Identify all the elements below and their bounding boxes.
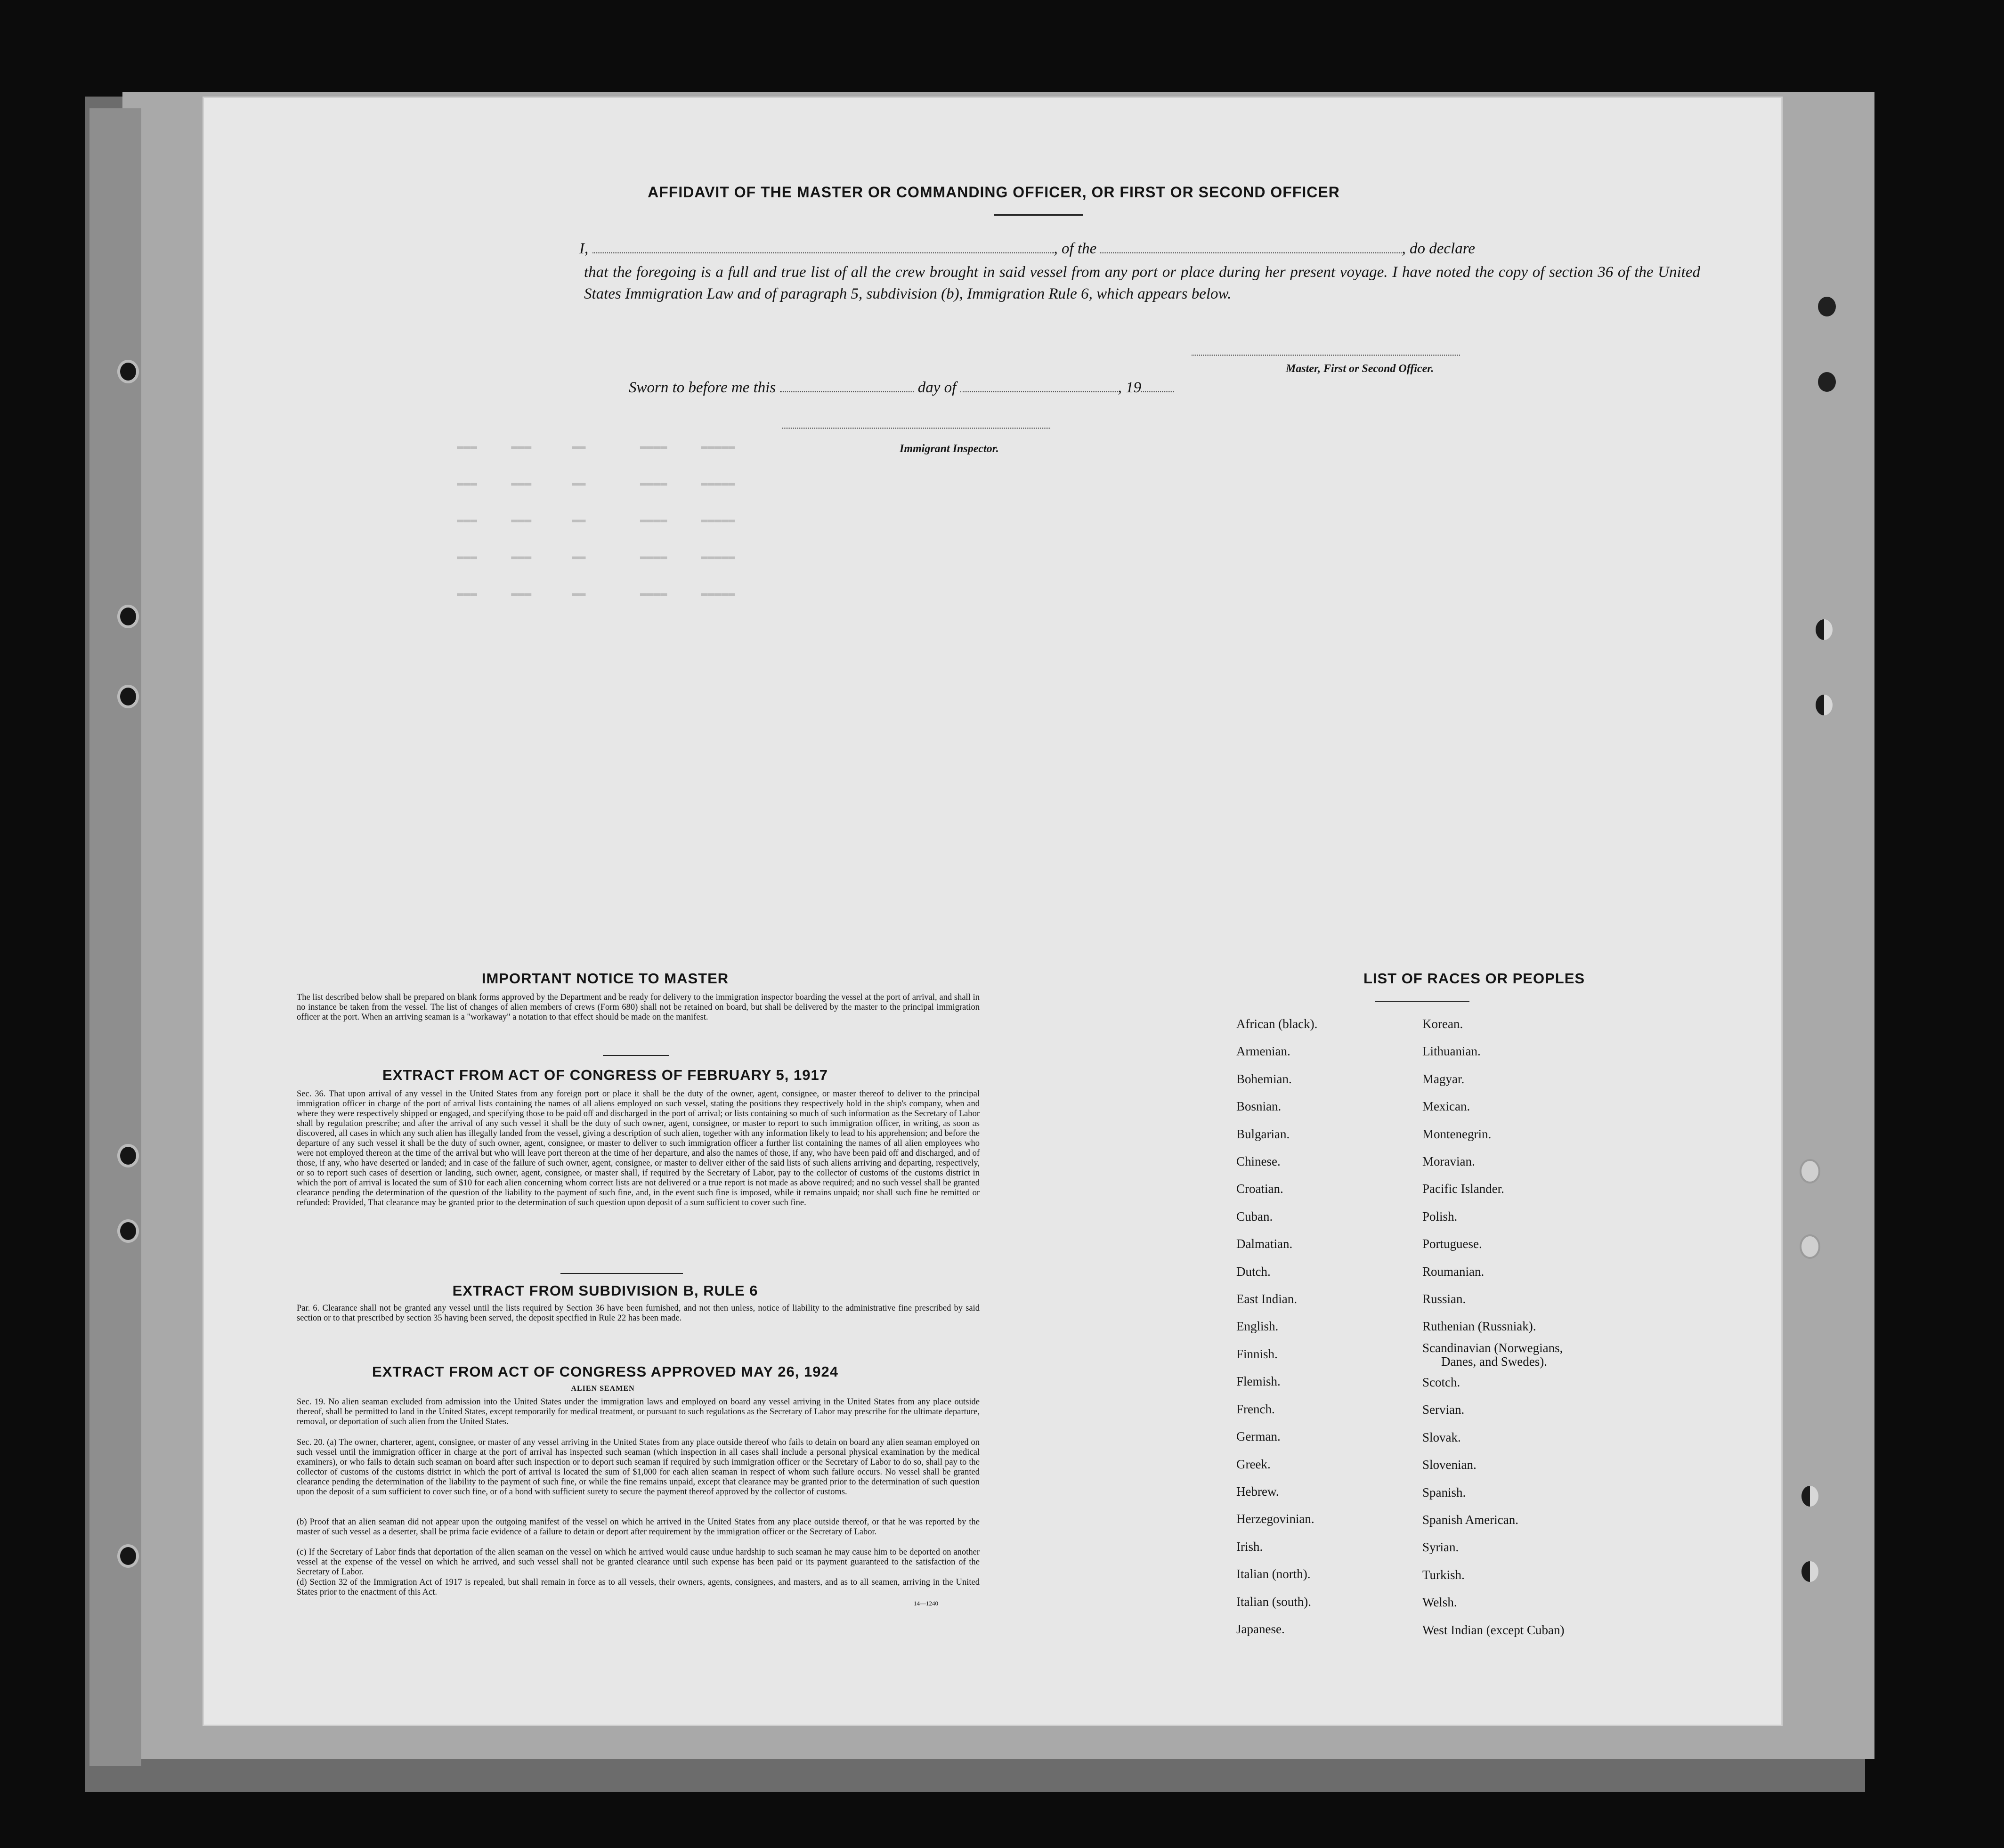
race-item: German. xyxy=(1236,1429,1281,1444)
extract-1924-paragraph: (b) Proof that an alien seaman did not appear upon the outgoing manifest of the vessel on which he arrived in the United States from any place outside thereof, or that he was reported by the master of such vessel as a deserter, shall be prima facie evidence of a failure to detain or deport after requirement by the immigration officer or the Secretary of Labor. xyxy=(297,1517,980,1537)
race-item: Chinese. xyxy=(1236,1154,1281,1169)
declarant-prefix: I, xyxy=(579,240,589,257)
declare-label: , do declare xyxy=(1402,240,1475,257)
race-item: Polish. xyxy=(1422,1209,1458,1224)
notice-text: The list described below shall be prepared on blank forms approved by the Department and be ready for delivery to the immigration inspector boarding the vessel at the port of arrival, and shall in no instance be taken from the vessel. The list of changes of alien members of crews (Form 680) shall not be retained on board, but shall be delivered by the master to the principal immigration officer at the port. When an arriving seaman is a "workaway" a notation to that effect should be made on the manifest. xyxy=(297,993,980,1022)
race-item: Bulgarian. xyxy=(1236,1127,1290,1141)
race-item: Hebrew. xyxy=(1236,1484,1279,1499)
extract-1917-title: EXTRACT FROM ACT OF CONGRESS OF FEBRUARY 5, 1917 xyxy=(382,1067,828,1083)
race-item: Spanish American. xyxy=(1422,1512,1518,1527)
day-of-label: day of xyxy=(917,379,957,396)
bleed-through-texture: ▬▬▬ ▬▬▬ ▬▬ ▬▬▬▬ ▬▬▬▬▬ ▬▬▬ ▬▬▬ ▬▬ ▬▬▬▬ ▬▬▬▬▬ ▬▬▬ ▬▬▬ ▬▬ ▬▬▬▬ ▬▬▬▬▬ ▬▬▬ ▬▬▬ ▬▬ ▬▬▬▬ ▬▬▬▬▬ ▬▬▬ ▬▬▬ ▬▬ ▬▬▬▬ ▬▬▬▬▬ xyxy=(457,440,735,600)
sworn-day-field[interactable] xyxy=(780,391,914,392)
binding-hole xyxy=(1801,1486,1818,1507)
affidavit-body: that the foregoing is a full and true list of all the crew brought in said vessel from any port or place during her present voyage. I have noted the copy of section 36 of the United States Immigration Law and of paragraph 5, subdivision (b), Immigration Rule 6, which appears below. xyxy=(584,264,1700,302)
race-item: Armenian. xyxy=(1236,1044,1290,1059)
extract-1924-paragraph: Sec. 20. (a) The owner, charterer, agent, consignee, or master of any vessel arriving in the United States from any place outside thereof who fails to detain on board any alien seaman employed on such vessel until the immigration officer in charge at the port of arrival has inspected such seaman (which inspection in all cases shall include a personal physical examination by the medical examiners), or who fails to detain such seaman on board after such inspection or to deport such seaman if required by such immigration officer or the Secretary of Labor to do so, shall pay to the collector of customs of the customs district in which the port of arrival is located the sum of $1,000 for each alien seaman in respect of whom such failure occurs. No vessel shall be granted clearance pending the determination of the liability to the payment of such fine, or while the fine remains unpaid, except that clearance may be granted prior to the determination of such question upon the deposit of a sum sufficient to cover such fine, or of a bond with sufficient surety to secure the payment thereof approved by the collector of customs. xyxy=(297,1438,980,1497)
races-right-column xyxy=(1422,1010,1686,1644)
binding-hole xyxy=(120,688,136,705)
race-item: Greek. xyxy=(1236,1457,1271,1471)
race-item: Ruthenian (Russniak). xyxy=(1422,1319,1536,1334)
race-item: Dutch. xyxy=(1236,1264,1271,1279)
race-item: Slovenian. xyxy=(1422,1458,1477,1472)
form-number: 14—1240 xyxy=(914,1600,938,1607)
race-item: Irish. xyxy=(1236,1539,1263,1554)
race-item: Croatian. xyxy=(1236,1182,1283,1196)
binding-hole xyxy=(120,608,136,625)
binding-hole xyxy=(1801,1236,1818,1257)
binding-hole xyxy=(1818,372,1836,392)
race-item: Scotch. xyxy=(1422,1375,1460,1389)
race-item: East Indian. xyxy=(1236,1292,1297,1306)
races-rule xyxy=(1375,1001,1469,1002)
binding-strip xyxy=(89,108,141,1766)
race-item: Italian (north). xyxy=(1236,1567,1311,1581)
race-item: English. xyxy=(1236,1319,1279,1334)
race-item: Roumanian. xyxy=(1422,1264,1485,1279)
alien-seamen-subtitle: ALIEN SEAMEN xyxy=(571,1385,635,1393)
binding-hole xyxy=(1816,619,1833,640)
notice-title: IMPORTANT NOTICE TO MASTER xyxy=(481,970,729,987)
race-item: Welsh. xyxy=(1422,1595,1457,1610)
year-label: , 19 xyxy=(1118,379,1142,396)
race-item: Montenegrin. xyxy=(1422,1127,1492,1141)
binding-hole xyxy=(1818,297,1836,316)
title-rule xyxy=(994,214,1083,216)
race-item: Pacific Islander. xyxy=(1422,1182,1504,1196)
race-item: Syrian. xyxy=(1422,1540,1459,1555)
section-rule xyxy=(603,1055,669,1056)
race-item: Cuban. xyxy=(1236,1209,1273,1224)
binding-hole xyxy=(1801,1561,1818,1582)
race-item: Finnish. xyxy=(1236,1346,1278,1361)
binding-hole xyxy=(1816,695,1833,715)
race-item: West Indian (except Cuban) xyxy=(1422,1622,1565,1637)
races-left-column xyxy=(1236,1010,1434,1643)
race-item: Moravian. xyxy=(1422,1154,1475,1169)
race-item: Slovak. xyxy=(1422,1430,1461,1444)
extract-1924-paragraph: (c) If the Secretary of Labor finds that deportation of the alien seaman on the vessel on which he arrived would cause undue hardship to such seaman he may cause him to be deported on another vessel at the expense of the vessel on which he arrived, and such vessel shall not be granted clearance until such expense has been paid or its payment guaranteed to the satisfaction of the Secretary of Labor. xyxy=(297,1548,980,1577)
race-item-multiline xyxy=(1422,1340,1686,1369)
race-item: Herzegovinian. xyxy=(1236,1512,1314,1526)
race-item: Japanese. xyxy=(1236,1621,1285,1636)
race-item: Russian. xyxy=(1422,1292,1466,1306)
inspector-signature-line[interactable] xyxy=(782,428,1050,429)
binding-hole xyxy=(120,363,136,381)
affidavit-title: AFFIDAVIT OF THE MASTER OR COMMANDING OFFICER, OR FIRST OR SECOND OFFICER xyxy=(648,184,1340,201)
document-page xyxy=(203,97,1783,1726)
race-item: Turkish. xyxy=(1422,1567,1465,1582)
race-item: Bohemian. xyxy=(1236,1071,1292,1086)
races-title: LIST OF RACES OR PEOPLES xyxy=(1363,970,1585,987)
section-rule xyxy=(560,1273,683,1274)
of-the-label: , of the xyxy=(1054,240,1097,257)
race-item: Danes, and Swedes). xyxy=(1441,1354,1547,1369)
race-item: Mexican. xyxy=(1422,1099,1470,1114)
race-item: Flemish. xyxy=(1236,1374,1281,1389)
race-item: Korean. xyxy=(1422,1017,1463,1031)
race-item: African (black). xyxy=(1236,1017,1318,1031)
race-item: Scandinavian (Norwegians, xyxy=(1422,1340,1563,1355)
extract-1924-paragraph: Sec. 19. No alien seaman excluded from admission into the United States under the immigration laws and employed on board any vessel arriving in the United States from any place outside thereof, shall be permitted to land in the United States, except temporarily for medical treatment, or pursuant to such regulations as the Secretary of Labor may prescribe for the ultimate departure, removal, or deportation of such alien from the United States. xyxy=(297,1397,980,1427)
extract-rule6-text: Par. 6. Clearance shall not be granted any vessel until the lists required by Section 36 have been furnished, and not then unless, notice of liability to the administrative fine prescribed by said section or to that prescribed by section 35 having been served, the deposit specified in Rule 22 has been made. xyxy=(297,1304,980,1323)
race-item: Dalmatian. xyxy=(1236,1237,1293,1251)
race-item: Italian (south). xyxy=(1236,1594,1311,1609)
extract-1924-title: EXTRACT FROM ACT OF CONGRESS APPROVED MAY 26, 1924 xyxy=(372,1363,838,1380)
sworn-label: Sworn to before me this xyxy=(629,379,776,396)
declarant-name-field[interactable] xyxy=(592,252,1054,253)
race-item: Spanish. xyxy=(1422,1485,1466,1499)
binding-hole xyxy=(1801,1161,1818,1182)
extract-1917-text: Sec. 36. That upon arrival of any vessel in the United States from any foreign port or place it shall be the duty of the owner, agent, consignee, or master thereof to deliver to the principal immigration officer in charge of the port of arrival lists containing the names of all aliens employed on such vessel, stating the positions they respectively hold in the ship's company, when and where they were respectively shipped or engaged, and specifying those to be paid off and discharged in the port of arrival; or lists containing so much of such information as the Secretary of Labor shall by regulation prescribe; and after the arrival of any such vessel it shall be the duty of such owner, agent, consignee, or master to report to such immigration officer, in writing, as soon as discovered, all cases in which any such alien has illegally landed from the vessel, giving a description of such alien, together with any information likely to lead to his apprehension; and before the departure of any such vessel it shall be the duty of such owner, agent, consignee, or master to deliver to such immigration officer a further list containing the names of all alien employees who were not employed thereon at the time of the arrival but who will leave port thereon at the time of her departure, and also the names of those, if any, who have been paid off and discharged, and of those, if any, who have deserted or landed; and in case of the failure of such owner, agent, consignee, or master to deliver either of the said lists of such aliens arriving and departing, respectively, or so to report such cases of desertion or landing, such owner, agent, consignee, or master shall, if required by the Secretary of Labor, pay to the collector of customs of the customs district in which the port of arrival is located the sum of $10 for each alien concerning whom correct lists are not delivered or a true report is not made as above required; and no such vessel shall be granted clearance pending the determination of the question of the liability to the payment of such fine, and, in the event such fine is imposed, while it remains unpaid; nor shall such fine be remitted or refunded: Provided, That clearance may be granted prior to the determination of such question upon deposit of a sum sufficient to cover such fine. xyxy=(297,1089,980,1208)
race-item: Bosnian. xyxy=(1236,1099,1282,1114)
sworn-line xyxy=(629,377,1241,398)
master-signature-label: Master, First or Second Officer. xyxy=(1286,363,1434,375)
sworn-year-field[interactable] xyxy=(1141,391,1174,392)
race-item: Lithuanian. xyxy=(1422,1044,1481,1059)
inspector-label: Immigrant Inspector. xyxy=(900,443,999,455)
binding-hole xyxy=(120,1222,136,1240)
affidavit-statement xyxy=(579,238,1700,259)
extract-1924-paragraph: (d) Section 32 of the Immigration Act of 1917 is repealed, but shall remain in force as to all vessels, their owners, agents, consignees, and masters, and as to all seamen, arriving in the United States prior to the enactment of this Act. xyxy=(297,1578,980,1597)
extract-rule6-title: EXTRACT FROM SUBDIVISION B, RULE 6 xyxy=(452,1282,758,1299)
master-signature-line[interactable] xyxy=(1192,355,1460,356)
race-item: Magyar. xyxy=(1422,1071,1465,1086)
sworn-month-field[interactable] xyxy=(960,391,1118,392)
vessel-name-field[interactable] xyxy=(1100,252,1402,253)
race-item: French. xyxy=(1236,1402,1275,1416)
binding-hole xyxy=(120,1147,136,1165)
binding-hole xyxy=(120,1547,136,1565)
race-item: Servian. xyxy=(1422,1402,1465,1417)
race-item: Portuguese. xyxy=(1422,1237,1482,1251)
